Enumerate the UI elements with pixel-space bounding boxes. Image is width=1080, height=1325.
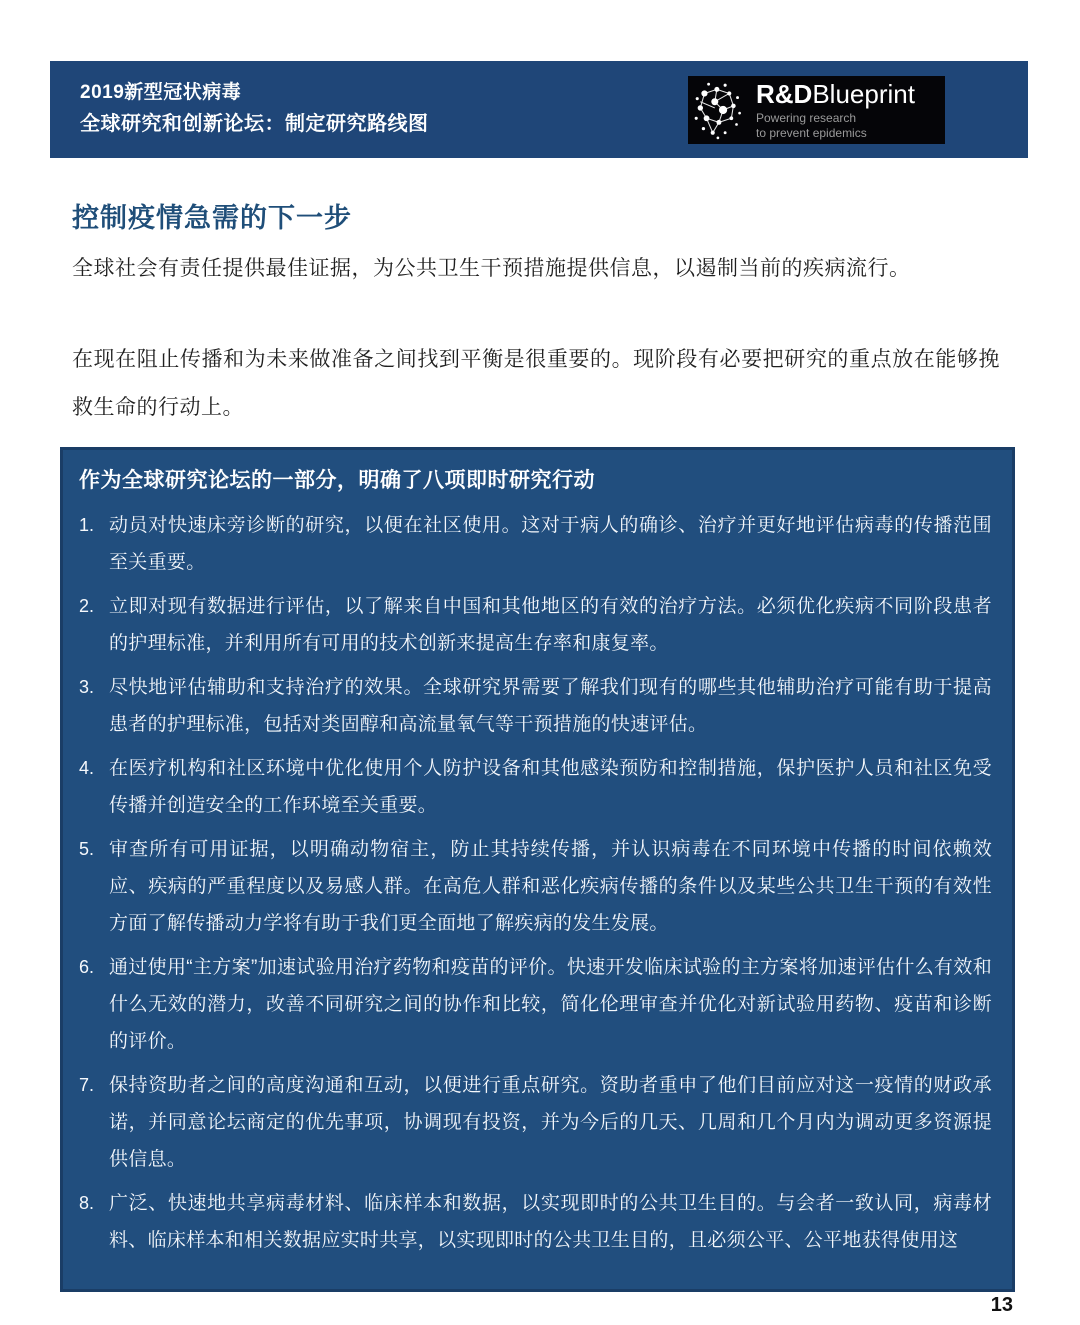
header-titles bbox=[80, 78, 429, 141]
actions-panel-title: 作为全球研究论坛的一部分，明确了八项即时研究行动 bbox=[79, 469, 595, 492]
action-item-text: 尽快地评估辅助和支持治疗的效果。全球研究界需要了解我们现有的哪些其他辅助治疗可能有助于提高患者的护理标准，包括对类固醇和高流量氧气等干预措施的快速评估。 bbox=[109, 677, 992, 735]
action-item-number: 2. bbox=[79, 596, 95, 616]
page-number: 13 bbox=[990, 1294, 1013, 1316]
action-item bbox=[79, 669, 992, 743]
section-heading: 控制疫情急需的下一步 bbox=[72, 203, 352, 233]
header-banner bbox=[50, 61, 1028, 158]
action-item-text: 广泛、快速地共享病毒材料、临床样本和数据，以实现即时的公共卫生目的。与会者一致认同，病毒材料、临床样本和相关数据应实时共享，以实现即时的公共卫生目的，且必须公平、公平地获得使用这 bbox=[109, 1193, 992, 1251]
action-item bbox=[79, 949, 992, 1060]
action-item bbox=[79, 507, 992, 581]
logo-tagline-line1: Powering research bbox=[756, 110, 857, 125]
action-item-number: 8. bbox=[79, 1193, 95, 1213]
action-item-text: 立即对现有数据进行评估，以了解来自中国和其他地区的有效的治疗方法。必须优化疾病不同阶段患者的护理标准，并利用所有可用的技术创新来提高生存率和康复率。 bbox=[109, 596, 992, 654]
network-globe-icon bbox=[690, 78, 752, 142]
actions-panel bbox=[60, 447, 1015, 1292]
action-item bbox=[79, 831, 992, 942]
action-item bbox=[79, 1185, 992, 1259]
header-title-line2: 全球研究和创新论坛：制定研究路线图 bbox=[80, 113, 429, 135]
intro-paragraph-1: 全球社会有责任提供最佳证据，为公共卫生干预措施提供信息，以遏制当前的疾病流行。 bbox=[72, 257, 911, 280]
action-item-text: 在医疗机构和社区环境中优化使用个人防护设备和其他感染预防和控制措施，保护医护人员和社区免受传播并创造安全的工作环境至关重要。 bbox=[109, 758, 992, 816]
action-item-text: 保持资助者之间的高度沟通和互动，以便进行重点研究。资助者重申了他们目前应对这一疫情的财政承诺，并同意论坛商定的优先事项，协调现有投资，并为今后的几天、几周和几个月内为调动更多资源提供信息。 bbox=[109, 1075, 992, 1170]
logo-brand-blueprint: Blueprint bbox=[812, 78, 915, 109]
intro-paragraph-2: 在现在阻止传播和为未来做准备之间找到平衡是很重要的。现阶段有必要把研究的重点放在能够挽救生命的行动上。 bbox=[72, 348, 1000, 419]
action-item-number: 4. bbox=[79, 758, 95, 778]
action-item bbox=[79, 750, 992, 824]
logo-brand-rd: R&D bbox=[756, 78, 813, 109]
action-item-number: 5. bbox=[79, 839, 95, 859]
action-item bbox=[79, 588, 992, 662]
logo-tagline-line2: to prevent epidemics bbox=[756, 125, 867, 140]
action-item-number: 6. bbox=[79, 957, 95, 977]
action-item-number: 3. bbox=[79, 677, 95, 697]
action-item-text: 审查所有可用证据，以明确动物宿主，防止其持续传播，并认识病毒在不同环境中传播的时间依赖效应、疾病的严重程度以及易感人群。在高危人群和恶化疾病传播的条件以及某些公共卫生干预的有效性方面了解传播动力学将有助于我们更全面地了解疾病的发生发展。 bbox=[109, 839, 992, 934]
logo-text bbox=[756, 80, 915, 141]
action-item-number: 1. bbox=[79, 515, 95, 535]
logo-brand bbox=[756, 80, 915, 108]
action-item-text: 动员对快速床旁诊断的研究，以便在社区使用。这对于病人的确诊、治疗并更好地评估病毒的传播范围至关重要。 bbox=[109, 515, 992, 573]
action-item-text: 通过使用“主方案”加速试验用治疗药物和疫苗的评价。快速开发临床试验的主方案将加速评估什么有效和什么无效的潜力，改善不同研究之间的协作和比较，简化伦理审查并优化对新试验用药物、疫苗和诊断的评价。 bbox=[109, 957, 992, 1052]
action-item-number: 7. bbox=[79, 1075, 95, 1095]
action-item bbox=[79, 1067, 992, 1178]
header-title-line1: 2019新型冠状病毒 bbox=[80, 82, 242, 103]
rd-blueprint-logo bbox=[688, 76, 945, 144]
logo-tagline bbox=[756, 111, 915, 141]
